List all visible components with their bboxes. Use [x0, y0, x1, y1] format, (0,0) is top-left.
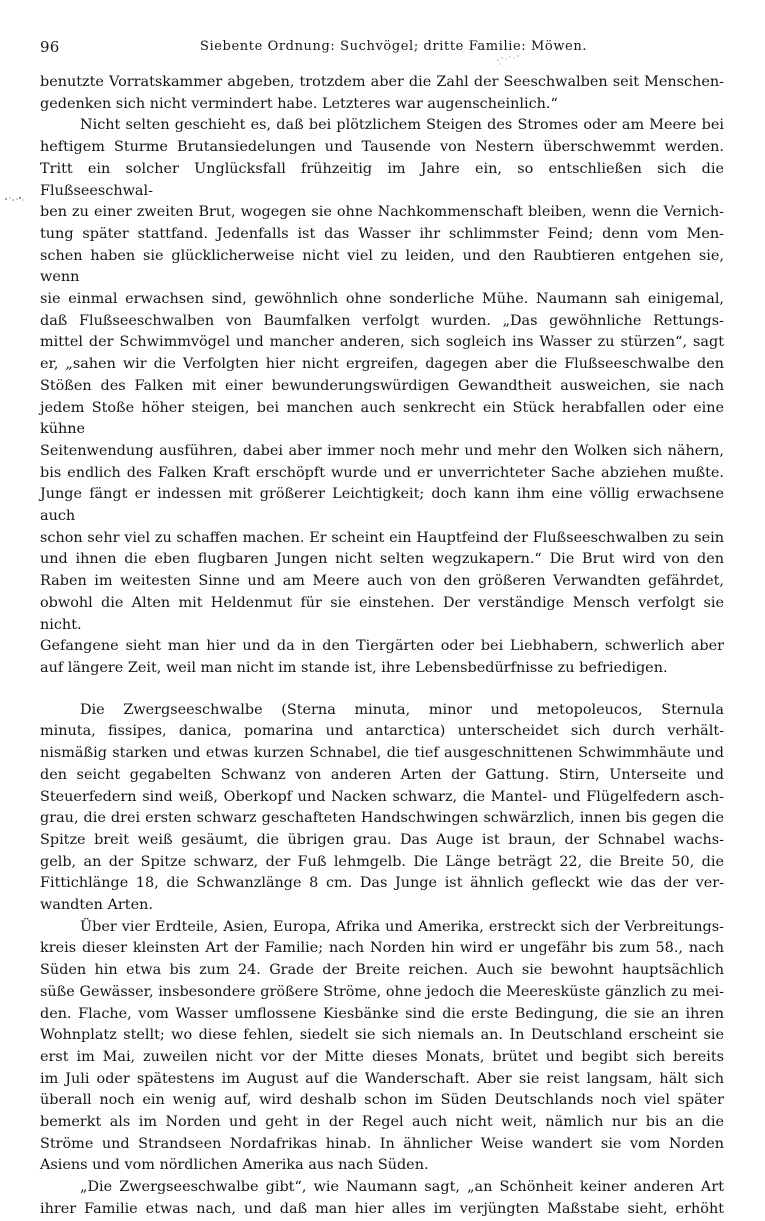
text-line: Asiens und vom nördlichen Amerika aus nach Süden. [40, 1157, 429, 1174]
running-head: Siebente Ordnung: Suchvögel; dritte Familie: Möwen. [200, 39, 588, 54]
text-line: Die Zwergseeschwalbe (Sterna minuta, minor und metopoleucos, Sternula [80, 701, 724, 718]
text-line: auf längere Zeit, weil man nicht im stande ist, ihre Lebensbedürfnisse zu befriedigen. [40, 659, 668, 676]
text-line: wandten Arten. [40, 897, 153, 914]
text-line: Junge fängt er indessen mit größerer Leichtigkeit; doch kann ihm eine völlig erwachsene auch [40, 486, 724, 525]
page-number: 96 [40, 38, 60, 56]
text-line: mittel der Schwimmvögel und mancher anderen, sich sogleich ins Wasser zu stürzen“, sagt [40, 334, 724, 351]
text-line: obwohl die Alten mit Heldenmut für sie einstehen. Der verständige Mensch verfolgt sie nicht. [40, 594, 724, 633]
text-line: Gefangene sieht man hier und da in den Tiergärten oder bei Liebhabern, schwerlich aber [40, 638, 724, 655]
text-line: Tritt ein solcher Unglücksfall frühzeitig im Jahre ein, so entschließen sich die Flußseeschwal- [40, 160, 724, 199]
text-line: nismäßig starken und etwas kurzen Schnabel, die tief ausgeschnittenen Schwimmhäute und [40, 745, 724, 762]
paragraph-continuation [40, 72, 724, 115]
paragraph-species-description [40, 700, 724, 917]
text-line: heftigem Sturme Brutansiedelungen und Tausende von Nestern überschwemmt werden. [40, 139, 724, 156]
text-line: ben zu einer zweiten Brut, wogegen sie ohne Nachkommenschaft bleiben, wenn die Vernich- [40, 204, 724, 221]
text-line: Stößen des Falken mit einer bewunderungswürdigen Gewandtheit ausweichen, sie nach [40, 377, 724, 394]
text-line: süße Gewässer, insbesondere größere Ströme, ohne jedoch die Meeresküste gänzlich zu mei- [40, 983, 724, 1000]
text-line: grau, die drei ersten schwarz geschafteten Handschwingen schwärzlich, innen bis gegen die [40, 810, 724, 827]
text-line: im Juli oder spätestens im August auf die Wanderschaft. Aber sie reist langsam, hält sich [40, 1070, 724, 1087]
text-line: Süden hin etwa bis zum 24. Grade der Breite reichen. Auch sie bewohnt hauptsächlich [40, 962, 724, 979]
text-line: Steuerfedern sind weiß, Oberkopf und Nacken schwarz, die Mantel- und Flügelfedern asch- [40, 788, 724, 805]
text-line: tung später stattfand. Jedenfalls ist das Wasser ihr schlimmster Feind; denn vom Men- [40, 225, 724, 242]
margin-speck [0, 190, 28, 206]
page-header [40, 38, 720, 60]
text-line: überall noch ein wenig auf, wird deshalb schon im Süden Deutschlands noch viel später [40, 1092, 724, 1109]
text-line: Nicht selten geschieht es, daß bei plötzlichem Steigen des Stromes oder am Meere bei [80, 117, 724, 134]
text-line: jedem Stoße höher steigen, bei manchen auch senkrecht ein Stück herabfallen oder eine kühne [40, 399, 724, 438]
text-line: Über vier Erdteile, Asien, Europa, Afrika und Amerika, erstreckt sich der Verbreitungs- [80, 918, 724, 935]
text-line: daß Flußseeschwalben von Baumfalken verfolgt wurden. „Das gewöhnliche Rettungs- [40, 312, 724, 329]
text-line: den seicht gegabelten Schwanz von anderen Arten der Gattung. Stirn, Unterseite und [40, 766, 724, 783]
text-line: Wohnplatz stellt; wo diese fehlen, siedelt sie sich niemals an. In Deutschland erscheint sie [40, 1027, 724, 1044]
text-line: ihrer Familie etwas nach, und daß man hier alles im verjüngten Maßstabe sieht, erhöht [40, 1200, 724, 1217]
text-line: bemerkt als im Norden und geht in der Regel auch nicht weit, nämlich nur bis an die [40, 1114, 724, 1131]
text-line: gedenken sich nicht vermindert habe. Letzteres war augenscheinlich.“ [40, 95, 558, 112]
text-line: schen haben sie glücklicherweise nicht viel zu leiden, und den Raubtieren entgehen sie, wenn [40, 247, 724, 286]
text-line: gelb, an der Spitze schwarz, der Fuß lehmgelb. Die Länge beträgt 22, die Breite 50, die [40, 853, 724, 870]
text-line: sie einmal erwachsen sind, gewöhnlich ohne sonderliche Mühe. Naumann sah einigemal, [40, 291, 724, 308]
paragraph-enemies [40, 115, 724, 679]
text-line: bis endlich des Falken Kraft erschöpft wurde und er unverrichteter Sache abziehen mußte. [40, 464, 724, 481]
text-line: kreis dieser kleinsten Art der Familie; nach Norden hin wird er ungefähr bis zum 58., nach [40, 940, 724, 957]
text-line: er, „sahen wir die Verfolgten hier nicht ergreifen, dagegen aber die Flußseeschwalbe den [40, 356, 724, 373]
text-line: Spitze breit weiß gesäumt, die übrigen grau. Das Auge ist braun, der Schnabel wachs- [40, 831, 724, 848]
text-line: „Die Zwergseeschwalbe gibt“, wie Naumann sagt, „an Schönheit keiner anderen Art [80, 1179, 724, 1196]
text-line: Ströme und Strandseen Nordafrikas hinab. In ähnlicher Weise wandert sie vom Norden [40, 1135, 724, 1152]
text-line: schon sehr viel zu schaffen machen. Er scheint ein Hauptfeind der Flußseeschwalben zu sein [40, 529, 724, 546]
text-line: und ihnen die eben flugbaren Jungen nicht selten wegzukapern.“ Die Brut wird von den [40, 551, 724, 568]
text-line: benutzte Vorratskammer abgeben, trotzdem aber die Zahl der Seeschwalben seit Menschen- [40, 74, 724, 90]
paragraph-distribution [40, 917, 724, 1177]
paragraph-naumann-quote [40, 1177, 724, 1220]
text-line: Seitenwendung ausführen, dabei aber immer noch mehr und mehr den Wolken sich nähern, [40, 442, 724, 459]
text-line: den. Flache, vom Wasser umflossene Kiesbänke sind die erste Bedingung, die sie an ihren [40, 1005, 724, 1022]
text-line: erst im Mai, zuweilen nicht vor der Mitte dieses Monats, brütet und begibt sich bereits [40, 1048, 724, 1065]
body-text [40, 72, 724, 1221]
text-line: Fittichlänge 18, die Schwanzlänge 8 cm. Das Junge ist ähnlich gefleckt wie das der ver- [40, 875, 724, 892]
text-line: Raben im weitesten Sinne und am Meere auch von den größeren Verwandten gefährdet, [40, 573, 724, 590]
text-line: minuta, fissipes, danica, pomarina und antarctica) unterscheidet sich durch verhält- [40, 723, 724, 740]
